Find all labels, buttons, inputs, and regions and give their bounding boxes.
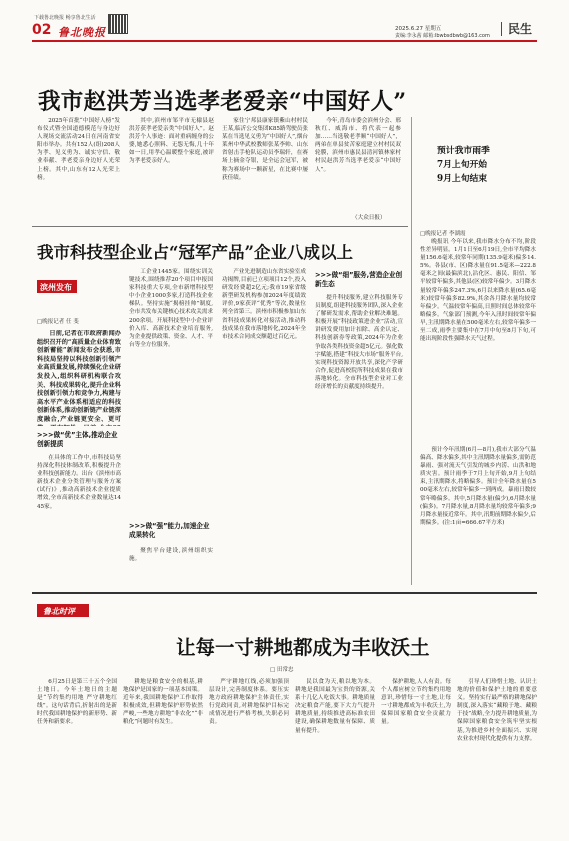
article3-top-rule (32, 592, 537, 594)
editor-line: 责编:李永茜 邮箱:lbwbsdbwb@163.com (395, 33, 490, 39)
article1-headline: 我市赵洪芳当选孝老爱亲“中国好人” (38, 89, 407, 115)
article1-col3: 家住宁邦县康家镇紫山村村民王某,临沂公交集团K85路驾驶员张某在当选见义勇为“中国好人”,烟台莱州中华武校教师张某李帅、山东省射击手枪队运动员李瑞轩，在赛场上摘金夺银，是全运会冠军，被称为赛场中一颗新星，在比赛中屡获佳绩。 (222, 118, 308, 181)
masthead-slogan: 下载鲁北晚报 畅享鲁北生活 (34, 15, 96, 21)
article2-top-rule (32, 226, 408, 227)
article2-reporter: □晚报记者 任 斐 (37, 319, 79, 325)
article2-lead: 日前,记者在市政府新闻办组织召开的“高质量企业体育致创新蓄能”新闻发布会获悉,市科技局坚持以科技创新引领产业高质量发展,持续强化企业研发投入,组织科研机构联合攻关、科技成果转化,提升企业科技创新引领力和竞争力,构建与高水平产业体系相适应的科技创新体系,推动创新链产业链深度融合,产业链更安全、更可 (37, 330, 121, 423)
side-title-line1: 预计我市雨季 (437, 146, 490, 156)
article3-col1: 6月25日是第三十五个全国土地日。今年土地日的主题是“节约集约用地 严守耕地红线”。这句话背后,折射出的是新时代我国耕地保护的新形势、新任务和新要求。 (37, 679, 117, 726)
article2-col3: 产业先进制造山东省实验室成功揭牌,目前已立项项目12个,投入研发经费超2亿元;我市19家省级新型研发机构参加2024年度绩效评价,9家获评“优秀”等次,数量位列全省第三。滨州市积极参加山东省科技成果转化对接活动,推动科技成果在我市落地转化,2024年全市技术合同成交额超过百亿元。 (222, 269, 306, 340)
article2-sub1: >>>做“优”主体,推动企业创新提质 (37, 431, 118, 448)
side-reporter: □晚报记者 李湖霞 (420, 231, 466, 237)
article2-col1-rest: 在具体的工作中,市科技局坚持深化科技体制改革,积极提升企业科技创新能力。出台《滨州市高新技术企业分类管理与服务方案(试行)》,推动高新技术企业提质增效,全市高新技术企业数量达1445家。 (37, 455, 121, 510)
article3-col4: 民以食为天,粮以地为本。耕地是我国最为宝贵的资源,关系十几亿人吃饭大事。耕地质量决定粮食产能,要下大力气提升耕地质量,持续推进高标准农田建设,确保耕地数量有保障、质量有提升。 (295, 679, 375, 734)
article2-sub2: >>>做“强”能力,加速企业成果转化 (129, 522, 210, 539)
page-number: 02 (32, 22, 52, 38)
article1-col1: 2025年首批“中国好人榜”发布仪式暨全国道德模范与身边好人现场交流活动24日在河南省安阳市举办。共有152人(组)208人为孝、见义勇为、诚实守信、敬业奉献、孝老爱亲身边好人光荣上榜。其中,山东有12人光荣上榜。 (37, 118, 120, 181)
article1-col2: 其中,滨州市邹平市无棣县赵洪芳获孝老爱亲类“中国好人”。赵洪芳个人事迹：面对重病缠身的公婆,她悉心照料、无怨无悔,几十年如一日,用孝心温暖整个家庭,被评为孝老爱亲好人。 (129, 118, 214, 165)
article2-tag: 滨州发布 (40, 283, 72, 292)
side-box-divider (411, 117, 412, 585)
section-divider (501, 22, 502, 36)
side-body-col2: 预计今年汛期(6月—8月),我市大部分气温偏高、降水偏多,其中主汛期降水量偏多,需防范暴雨、强对流天气引发的城乡内涝、山洪和地质灾害。预计雨季于7月上旬开始,9月上旬结束,主汛期降水,将略偏多。预计全年降水量在500毫米左右,较常年偏多一到两成。暴雨日数较常年略偏多。其中,5月降水量(偏少),6月降水量(偏多)。7月降水量,8月降水量均较常年偏多;9月降水量接近常年。其中,汛期前期降水偏少,后期偏多。(注:1亩=666.67平方米) (420, 447, 536, 526)
qr-code (108, 14, 128, 34)
article3-headline: 让每一寸耕地都成为丰收沃土 (176, 636, 430, 659)
side-title-line2: 7月上旬开始 (437, 160, 488, 170)
side-title-line3: 9月上旬结束 (437, 174, 488, 184)
article2-col2-rest: 聚焦平台建设,滨州组织实施。 (129, 548, 213, 563)
article1-col4: 今年,青岛市委会滨州分会、邢秋红、威海市、将代表一起参加……当选敬老孝顺“中国好人”，两弟在单县贫苦家庭建立村村民双轮膜，滨州市惠民县清河镇林家村村民赵洪芳当选孝老爱亲“中国好人”。 (315, 118, 401, 173)
article3-author: □ 田常忠 (270, 667, 294, 673)
article3-col2: 耕地是粮食安全的根基,耕地保护是国家的一项基本国策。近年来,我国耕地保护工作取得积极成效,但耕地保护形势依然严峻,一些地方耕地“非农化”“非粮化”问题时有发生。 (123, 679, 203, 726)
article3-tag: 鲁北时评 (43, 607, 75, 616)
article2-col2: 工企业1445家。围绕实训关键技术,围绕推荐20个项目申报国家科技重大专项,全市新增科技型中小企业1000多家,打造科技企业梯队。坚持实施“揭榜挂帅”制度,全市共发布关键核心技术攻关需求200余项。开展科技型中小企业评价入库、高新技术企业培育服务,为企业提供政策、资金、人才、平台等全方位服务。 (129, 269, 213, 348)
article1-source: （大众日报） (352, 215, 386, 221)
article2-col4: 提升科技服务,建立科技服务专员制度,组建科技服务团队,深入企业了解研发需求,帮助企业解决难题。积极开展“科技政策进企业”活动,宣讲研发费用加计扣除、高企认定、科技创新券等政策,2024年为企业争取各类科技资金超5亿元。强化数字赋能,搭建“科技大市场”服务平台,实现科技资源开放共享,深化产学研合作,促进高校院所科技成果在我市落地转化。全市科技型企业对工业经济增长的贡献度持续提升。 (315, 295, 403, 391)
article2-sub3: >>>做“细”服务,营造企业创新生态 (315, 271, 403, 288)
side-body-col1: 晚报讯 今年以来,我市降水分布不均,阶段性差异明显。1月1日至6月19日,全市平均降水量156.6毫米,较常年同期(135.9毫米)偏多14.5%。各县(市、区)降水量在91.5毫米—222.8毫米之间(最偏滨北),沾化区、惠民、阳信、邹平较常年偏多,其他县(区)较常年偏少。3月降水量较常年偏多247.3%,6月以来降水量(65.6毫米)较常年偏多82.9%,其余各月降水量均较常年偏少。气温较常年偏高,日照时间总体较常年略偏多。气象部门预测,今年入汛时间较常年偏早,主汛期降水量在500毫米左右,较常年偏多一至二成,雨季主要集中在7月中旬至8月下旬,可能出现阶段性强降水天气过程。 (420, 239, 536, 343)
article3-col3: 严守耕地红线,必须加强顶层设计,完善制度体系。要压实地方政府耕地保护主体责任,实行党政同责,对耕地保护目标完成情况进行严格考核,失职必问责。 (209, 679, 289, 726)
masthead-rule (32, 40, 537, 42)
date-line: 2025.6.27 星期五 (395, 26, 442, 32)
section-name: 民生 (508, 22, 533, 36)
article2-headline: 我市科技型企业占“冠军产品”企业八成以上 (37, 243, 353, 262)
article3-col6: 引导人们珍惜土地、认识土地的价值和保护土地的重要意义。坚持实行最严格的耕地保护制度,深入落实“藏粮于地、藏粮于技”战略,全力提升耕地质量,为保障国家粮食安全筑牢坚实根基,为推进乡村全面振兴、实现农业农村现代化提供有力支撑。 (457, 679, 537, 742)
paper-name-logo: 鲁北晚报 (58, 26, 106, 39)
article3-col5: 保护耕地,人人有责。每个人都应树立节约集约用地意识,珍惜每一寸土地,让每一寸耕地都成为丰收沃土,为保障国家粮食安全贡献力量。 (381, 679, 451, 726)
